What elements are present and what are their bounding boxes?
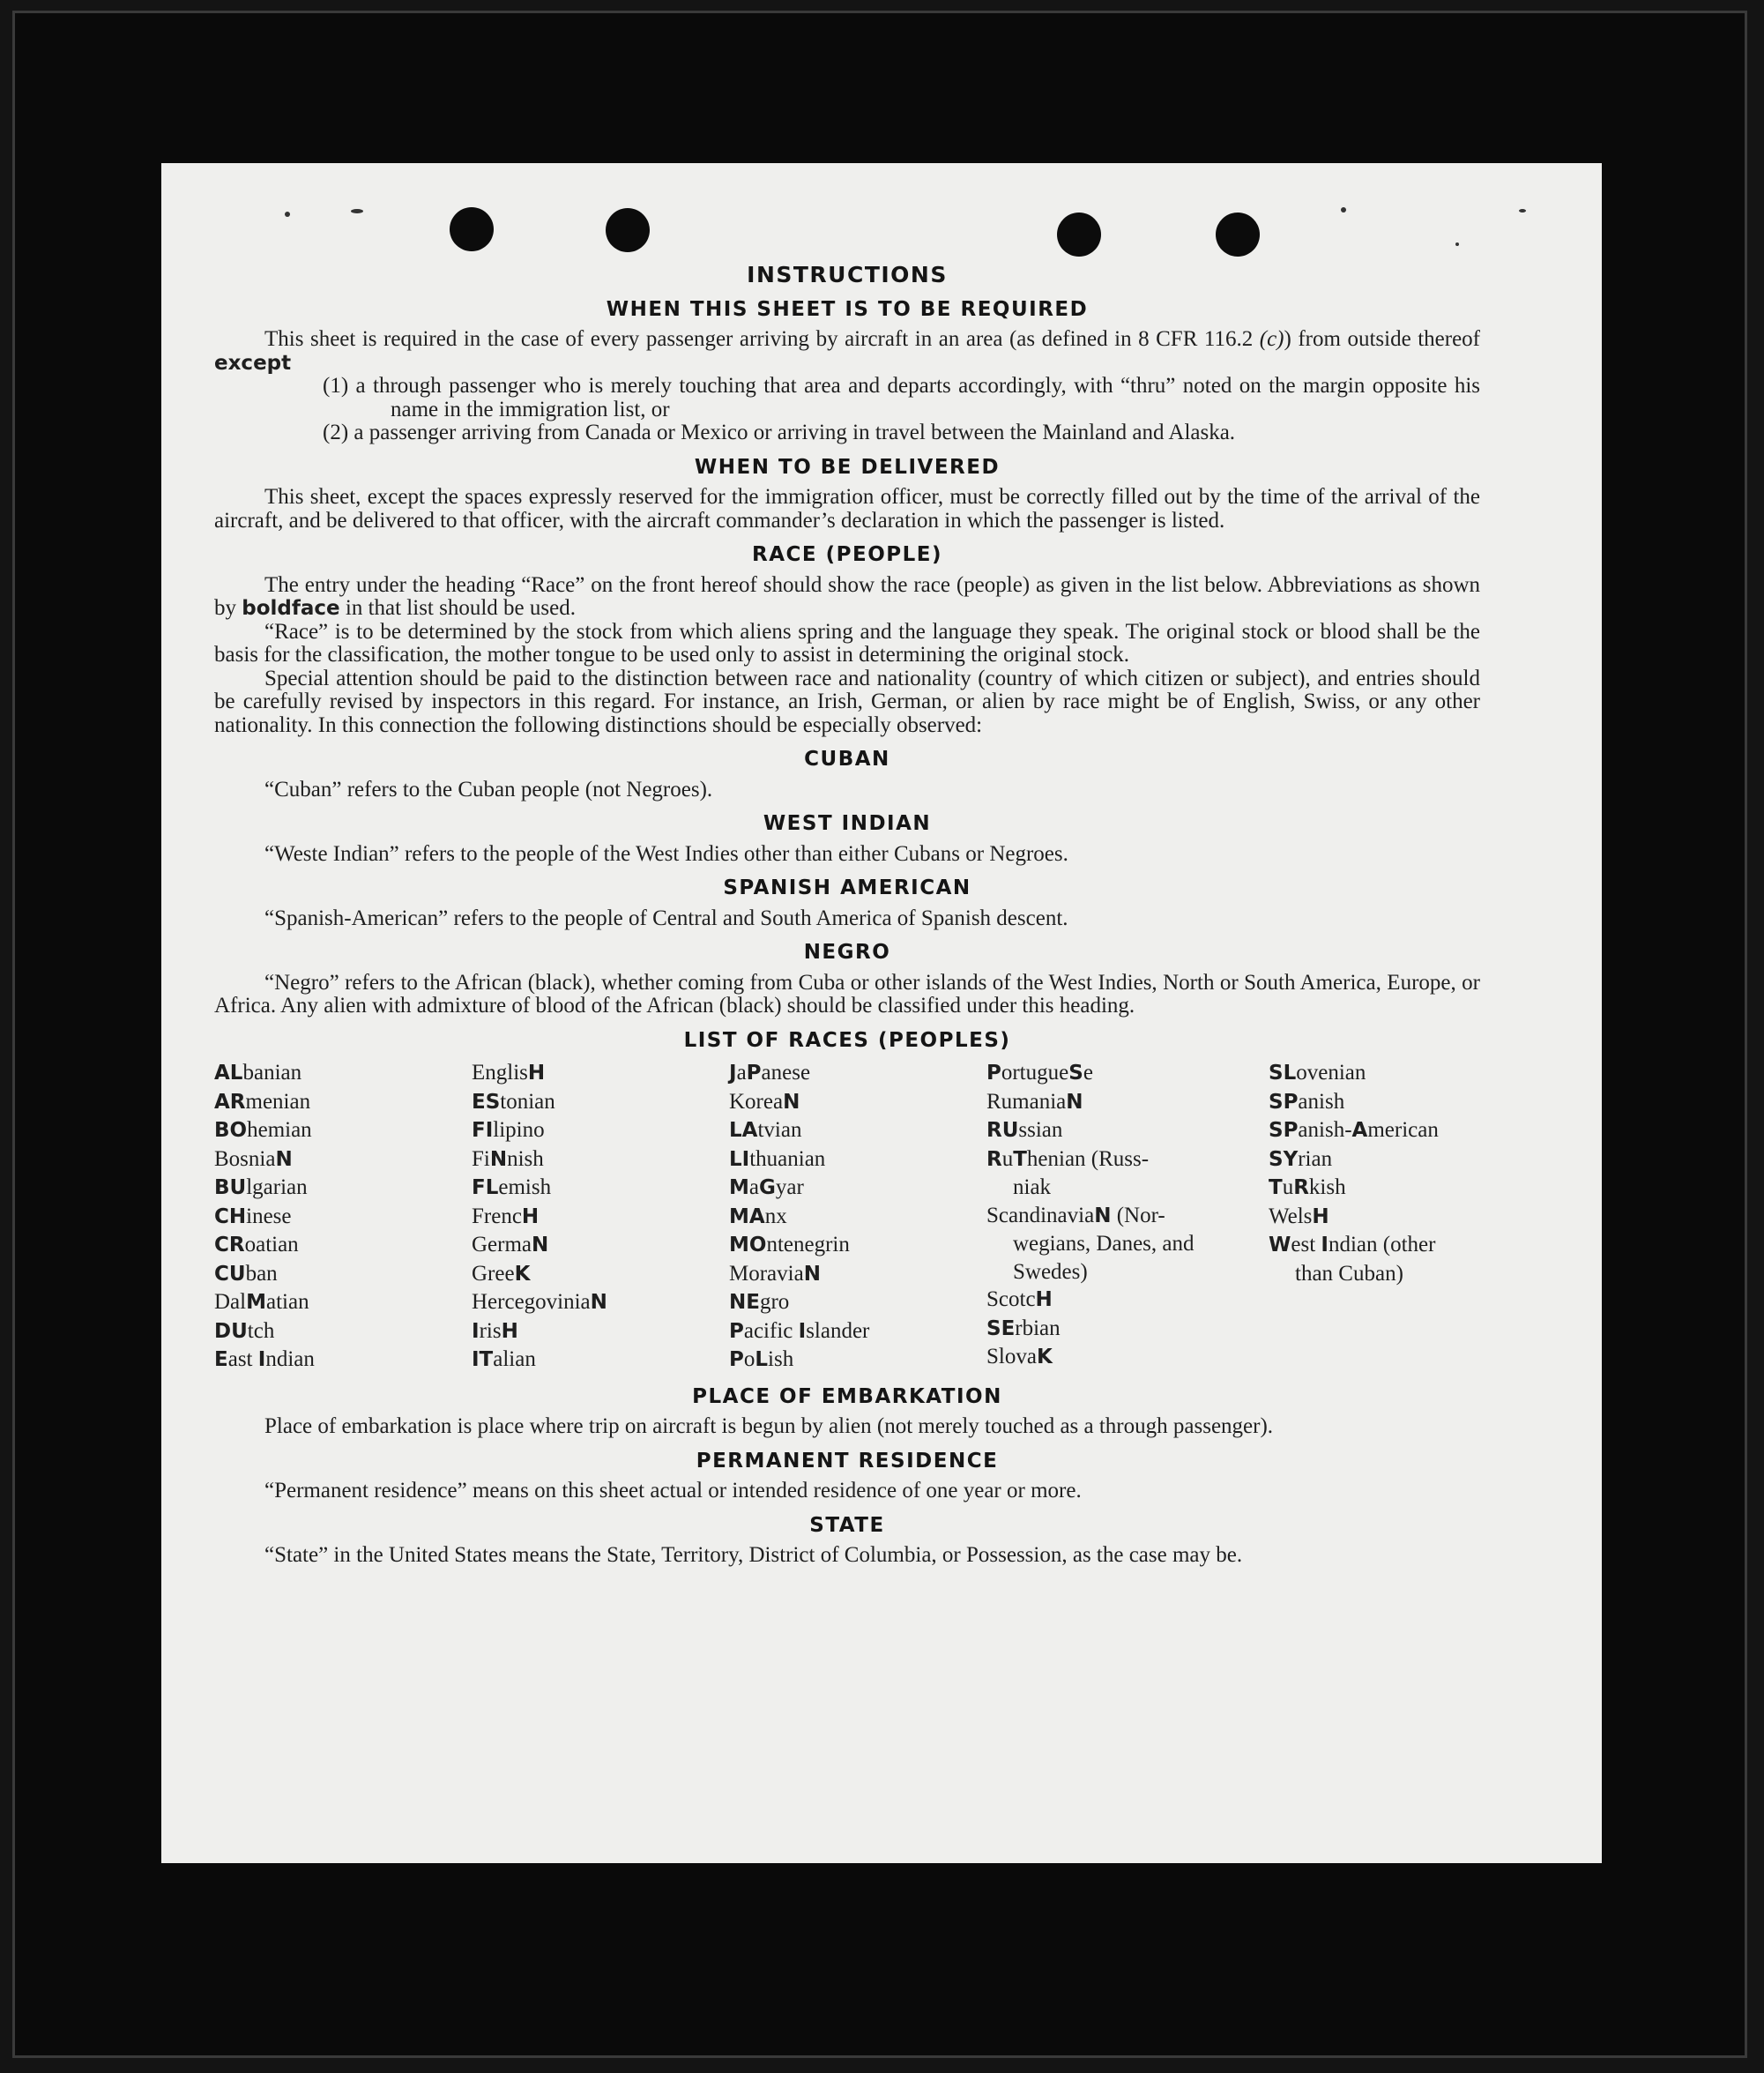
race-entry (214, 1317, 472, 1346)
race-entry (986, 1202, 1269, 1286)
race-abbreviation: LI (729, 1147, 750, 1171)
race-abbreviation: P (729, 1348, 744, 1371)
race-abbreviation: I (798, 1319, 807, 1343)
race-paragraph-1: The entry under the heading “Race” on the front hereof should show the race (people) as given in the list below. Abbreviations as shown by boldface in that list should be used. (214, 572, 1480, 620)
spanish-american-text: “Spanish-American” refers to the people of Central and South America of Spanish descent. (264, 906, 1068, 930)
race-column (729, 1059, 986, 1375)
race-abbreviation: NE (729, 1291, 760, 1314)
race-text: slander (806, 1318, 870, 1343)
heading-residence: PERMANENT RESIDENCE (696, 1449, 999, 1473)
race-abbreviation: M (729, 1176, 749, 1199)
race-abbreviation: RU (986, 1119, 1019, 1142)
required-intro: This sheet is required in the case of every passenger arriving by aircraft in an area (as defined in 8 CFR 116.2 (c)) from outside thereof except (214, 327, 1481, 375)
race-text: ris (479, 1318, 502, 1343)
race-abbreviation: N (1094, 1204, 1112, 1227)
race-text: nx (764, 1204, 787, 1228)
race-text: Bosnia (214, 1146, 276, 1171)
heading-delivered: WHEN TO BE DELIVERED (694, 455, 1001, 479)
race-paragraph-3: Special attention should be paid to the distinction between race and nationality (country of which citizen or subject), and entries should be carefully revised by inspectors in this regard. For instance, an Irish, German, or alien by race might be of English, Swiss, or any other nationality. In this connection the following distinctions should be especially observed: (214, 666, 1480, 737)
race-entry (1269, 1231, 1480, 1287)
race-abbreviation: CH (214, 1204, 247, 1228)
race-abbreviation: H (521, 1204, 540, 1228)
race-text: gro (759, 1290, 790, 1314)
race-entry (472, 1088, 729, 1117)
race-text: (Nor- (1111, 1203, 1165, 1227)
race-entry (472, 1059, 729, 1088)
race-text: acific (743, 1318, 799, 1343)
state-text: “State” in the United States means the State, Territory, District of Columbia, or Possession, as the case may be. (264, 1543, 1243, 1567)
race-abbreviation: R (1293, 1176, 1309, 1199)
race-abbreviation: ES (472, 1090, 501, 1114)
document-page (161, 163, 1602, 1863)
race-abbreviation: MO (729, 1234, 767, 1256)
heading-west-indian: WEST INDIAN (763, 812, 932, 835)
heading-embarkation: PLACE OF EMBARKATION (692, 1384, 1002, 1408)
race-entry (214, 1088, 472, 1117)
race-text: ish (768, 1347, 794, 1371)
race-text: lipino (493, 1118, 545, 1142)
race-text: o (743, 1347, 755, 1371)
race-text: menian (245, 1089, 311, 1114)
race-abbreviation: T (1013, 1147, 1027, 1171)
race-entry (729, 1231, 986, 1260)
race-column (472, 1059, 729, 1375)
race-text: ovenian (1296, 1061, 1366, 1085)
race-text: nish (507, 1146, 544, 1171)
race-text: Hercegovinia (472, 1290, 591, 1314)
race-abbreviation: T (1269, 1176, 1283, 1199)
race-abbreviation: E (214, 1348, 228, 1371)
race-entry (729, 1174, 986, 1203)
race-abbreviation: M (246, 1291, 266, 1314)
scan-speck (1455, 242, 1459, 246)
race-entry (214, 1174, 472, 1203)
race-abbreviation: IT (472, 1348, 494, 1371)
race-text: e (1083, 1061, 1093, 1085)
race-abbreviation: P (746, 1062, 762, 1085)
race-abbreviation: G (759, 1176, 776, 1199)
race-abbreviation: K (514, 1262, 531, 1286)
race-entry (1269, 1088, 1480, 1117)
race-text: Gree (472, 1261, 515, 1286)
race-entry (214, 1203, 472, 1232)
race-text: hemian (247, 1118, 312, 1142)
race-entry (472, 1346, 729, 1375)
race-entry (729, 1203, 986, 1232)
race-abbreviation: K (1036, 1346, 1053, 1368)
race-entry (986, 1343, 1269, 1372)
scan-speck (351, 209, 363, 213)
race-text: lgarian (246, 1175, 308, 1199)
race-abbreviation: AL (214, 1062, 243, 1085)
race-entry (214, 1260, 472, 1289)
race-entry (986, 1286, 1269, 1315)
race-abbreviation: I (1321, 1234, 1329, 1256)
embarkation-text: Place of embarkation is place where trip on aircraft is begun by alien (not merely touched as a through passenger). (264, 1414, 1274, 1438)
race-abbreviation: MA (729, 1204, 765, 1228)
race-entry (472, 1260, 729, 1289)
race-text: anish- (1298, 1118, 1352, 1142)
race-text: tch (247, 1318, 275, 1343)
race-text: kish (1308, 1175, 1346, 1199)
race-abbreviation: N (1066, 1090, 1083, 1114)
race-text: tvian (757, 1118, 802, 1142)
scan-speck (285, 212, 290, 217)
race-abbreviation: W (1269, 1234, 1291, 1256)
race-entry (214, 1059, 472, 1088)
race-abbreviation: N (489, 1147, 508, 1171)
race-abbreviation: A (1351, 1119, 1368, 1142)
race-abbreviation: SP (1269, 1119, 1299, 1142)
race-text: rbian (1015, 1316, 1061, 1340)
heading-cuban: CUBAN (804, 748, 890, 771)
race-abbreviation: S (1068, 1062, 1083, 1085)
race-abbreviation: BU (214, 1176, 247, 1199)
race-abbreviation: N (275, 1147, 293, 1171)
race-text: Slova (986, 1345, 1037, 1368)
race-entry (214, 1288, 472, 1317)
race-text: yar (775, 1175, 804, 1199)
race-abbreviation: P (729, 1319, 744, 1343)
race-abbreviation: J (729, 1062, 737, 1085)
race-abbreviation: AR (214, 1090, 246, 1114)
race-text: anish (1298, 1089, 1345, 1114)
race-text: Frenc (472, 1204, 522, 1228)
race-text: est (1291, 1233, 1321, 1256)
race-text: oatian (244, 1233, 299, 1256)
race-text: Englis (472, 1061, 528, 1085)
race-text: a (736, 1061, 747, 1085)
race-abbreviation: SE (986, 1316, 1016, 1340)
race-text: atian (266, 1290, 309, 1314)
race-entry (214, 1231, 472, 1260)
race-abbreviation: H (527, 1062, 546, 1085)
negro-text: “Negro” refers to the African (black), whether coming from Cuba or other islands of the West Indies, North or South America, Europe, or Africa. Any alien with admixture of blood of the African (black) should be classified under this heading. (214, 970, 1480, 1018)
race-text-continuation: than Cuban) (1295, 1261, 1403, 1286)
race-entry (729, 1088, 986, 1117)
race-text: ndian (265, 1347, 315, 1371)
punch-hole (1057, 213, 1101, 257)
race-entry (214, 1116, 472, 1145)
race-text: thuanian (749, 1146, 826, 1171)
race-abbreviation: R (986, 1147, 1002, 1171)
race-text: Moravia (729, 1261, 804, 1286)
race-entry (729, 1288, 986, 1317)
race-text-continuation: niak (1013, 1175, 1052, 1199)
scan-speck (1341, 207, 1346, 213)
race-text: alian (493, 1347, 536, 1371)
race-text: Rumania (986, 1089, 1067, 1114)
heading-spanish-american: SPANISH AMERICAN (723, 876, 971, 899)
race-text: Wels (1269, 1204, 1313, 1228)
race-text: henian (Russ- (1026, 1146, 1150, 1171)
race-abbreviation: N (590, 1291, 607, 1314)
race-column (1269, 1059, 1480, 1375)
race-text: merican (1367, 1118, 1439, 1142)
heading-required: WHEN THIS SHEET IS TO BE REQUIRED (606, 297, 1089, 321)
race-entry (1269, 1145, 1480, 1174)
delivered-text: This sheet, except the spaces expressly reserved for the immigration officer, must be correctly filled out by the time of the arrival of the aircraft, and be delivered to that officer, with the aircraft commander’s declaration in which the passenger is listed. (214, 485, 1480, 533)
race-entry (729, 1260, 986, 1289)
race-abbreviation: BO (214, 1119, 248, 1142)
race-column (214, 1059, 472, 1375)
race-column (986, 1059, 1269, 1375)
exception-item-2: (2) a passenger arriving from Canada or Mexico or arriving in travel between the Mainland and Alaska. (323, 421, 1236, 444)
race-entry (1269, 1059, 1480, 1088)
race-entry (472, 1317, 729, 1346)
race-entry (472, 1288, 729, 1317)
race-entry (1269, 1116, 1480, 1145)
race-text: ast (227, 1347, 258, 1371)
race-text: anese (761, 1061, 811, 1085)
race-text: ntenegrin (766, 1233, 850, 1256)
race-entry (729, 1145, 986, 1174)
race-text: Dal (214, 1290, 247, 1314)
west-indian-text: “Weste Indian” refers to the people of the West Indies other than either Cubans or Negroes. (264, 841, 1068, 866)
race-abbreviation: H (1312, 1204, 1329, 1228)
race-entry (986, 1059, 1269, 1088)
race-entry (214, 1145, 472, 1174)
heading-list-of-races: LIST OF RACES (PEOPLES) (683, 1028, 1011, 1052)
race-entry (1269, 1203, 1480, 1232)
punch-hole (1216, 213, 1260, 257)
race-abbreviation: LA (729, 1119, 758, 1142)
race-abbreviation: FL (472, 1176, 499, 1199)
race-abbreviation: L (755, 1348, 769, 1371)
race-text: tonian (500, 1089, 555, 1114)
race-text: ssian (1018, 1118, 1063, 1142)
race-entry (472, 1203, 729, 1232)
race-entry (729, 1116, 986, 1145)
race-abbreviation: N (803, 1262, 821, 1286)
race-text: banian (242, 1061, 302, 1085)
race-entry (986, 1145, 1269, 1202)
race-abbreviation: I (257, 1348, 266, 1371)
race-abbreviation: SP (1269, 1090, 1299, 1114)
race-abbreviation: SY (1269, 1147, 1299, 1171)
race-text-continuation: wegians, Danes, and Swedes) (1013, 1232, 1195, 1284)
punch-hole (606, 208, 650, 252)
race-abbreviation: DU (214, 1319, 248, 1343)
race-entry (729, 1059, 986, 1088)
race-text: u (1282, 1175, 1294, 1199)
heading-race: RACE (PEOPLE) (752, 543, 942, 566)
race-entry (1269, 1174, 1480, 1203)
race-text: inese (246, 1204, 292, 1228)
race-entry (986, 1088, 1269, 1117)
race-text: u (1001, 1146, 1014, 1171)
race-abbreviation: CU (214, 1262, 246, 1286)
race-abbreviation: N (532, 1234, 549, 1256)
heading-negro: NEGRO (803, 941, 891, 964)
race-text: ban (245, 1261, 278, 1286)
race-entry (472, 1116, 729, 1145)
race-entry (729, 1346, 986, 1375)
exception-item-1: (1) a through passenger who is merely touching that area and departs accordingly, with “thru” noted on the margin opposite his name in the immigration list, or (323, 374, 1480, 421)
race-abbreviation: SL (1269, 1062, 1297, 1085)
race-abbreviation: H (501, 1319, 518, 1343)
race-abbreviation: H (1035, 1288, 1053, 1311)
race-text: Scotc (986, 1287, 1036, 1311)
heading-state: STATE (809, 1513, 885, 1537)
punch-hole (450, 207, 494, 251)
race-text: rian (1298, 1146, 1333, 1171)
race-entry (214, 1346, 472, 1375)
race-entry (472, 1174, 729, 1203)
race-abbreviation: CR (214, 1234, 245, 1256)
race-text: a (748, 1175, 759, 1199)
race-text: ortugue (1001, 1061, 1069, 1085)
race-entry (986, 1315, 1269, 1344)
race-entry (472, 1231, 729, 1260)
race-paragraph-2: “Race” is to be determined by the stock from which aliens spring and the language they speak. The original stock or blood shall be the basis for the classification, the mother tongue to be used only to assist in determining the original stock. (214, 619, 1480, 667)
race-abbreviation: P (986, 1062, 1001, 1085)
cuban-text: “Cuban” refers to the Cuban people (not Negroes). (264, 777, 713, 802)
race-entry (986, 1116, 1269, 1145)
race-text: Scandinavia (986, 1203, 1095, 1227)
race-abbreviation: N (783, 1090, 800, 1114)
race-abbreviation: I (472, 1319, 480, 1343)
race-entry (729, 1317, 986, 1346)
scan-speck (1519, 209, 1526, 213)
race-text: Germa (472, 1233, 532, 1256)
race-text: emish (498, 1175, 552, 1199)
race-list (214, 1059, 1480, 1375)
race-text: Korea (729, 1089, 784, 1114)
race-abbreviation: FI (472, 1119, 494, 1142)
page-title: INSTRUCTIONS (747, 262, 948, 287)
race-text: Fi (472, 1146, 490, 1171)
race-text: ndian (other (1328, 1233, 1436, 1256)
race-entry (472, 1145, 729, 1174)
residence-text: “Permanent residence” means on this sheet actual or intended residence of one year or more. (264, 1479, 1082, 1503)
instructions-content (214, 255, 1480, 1568)
